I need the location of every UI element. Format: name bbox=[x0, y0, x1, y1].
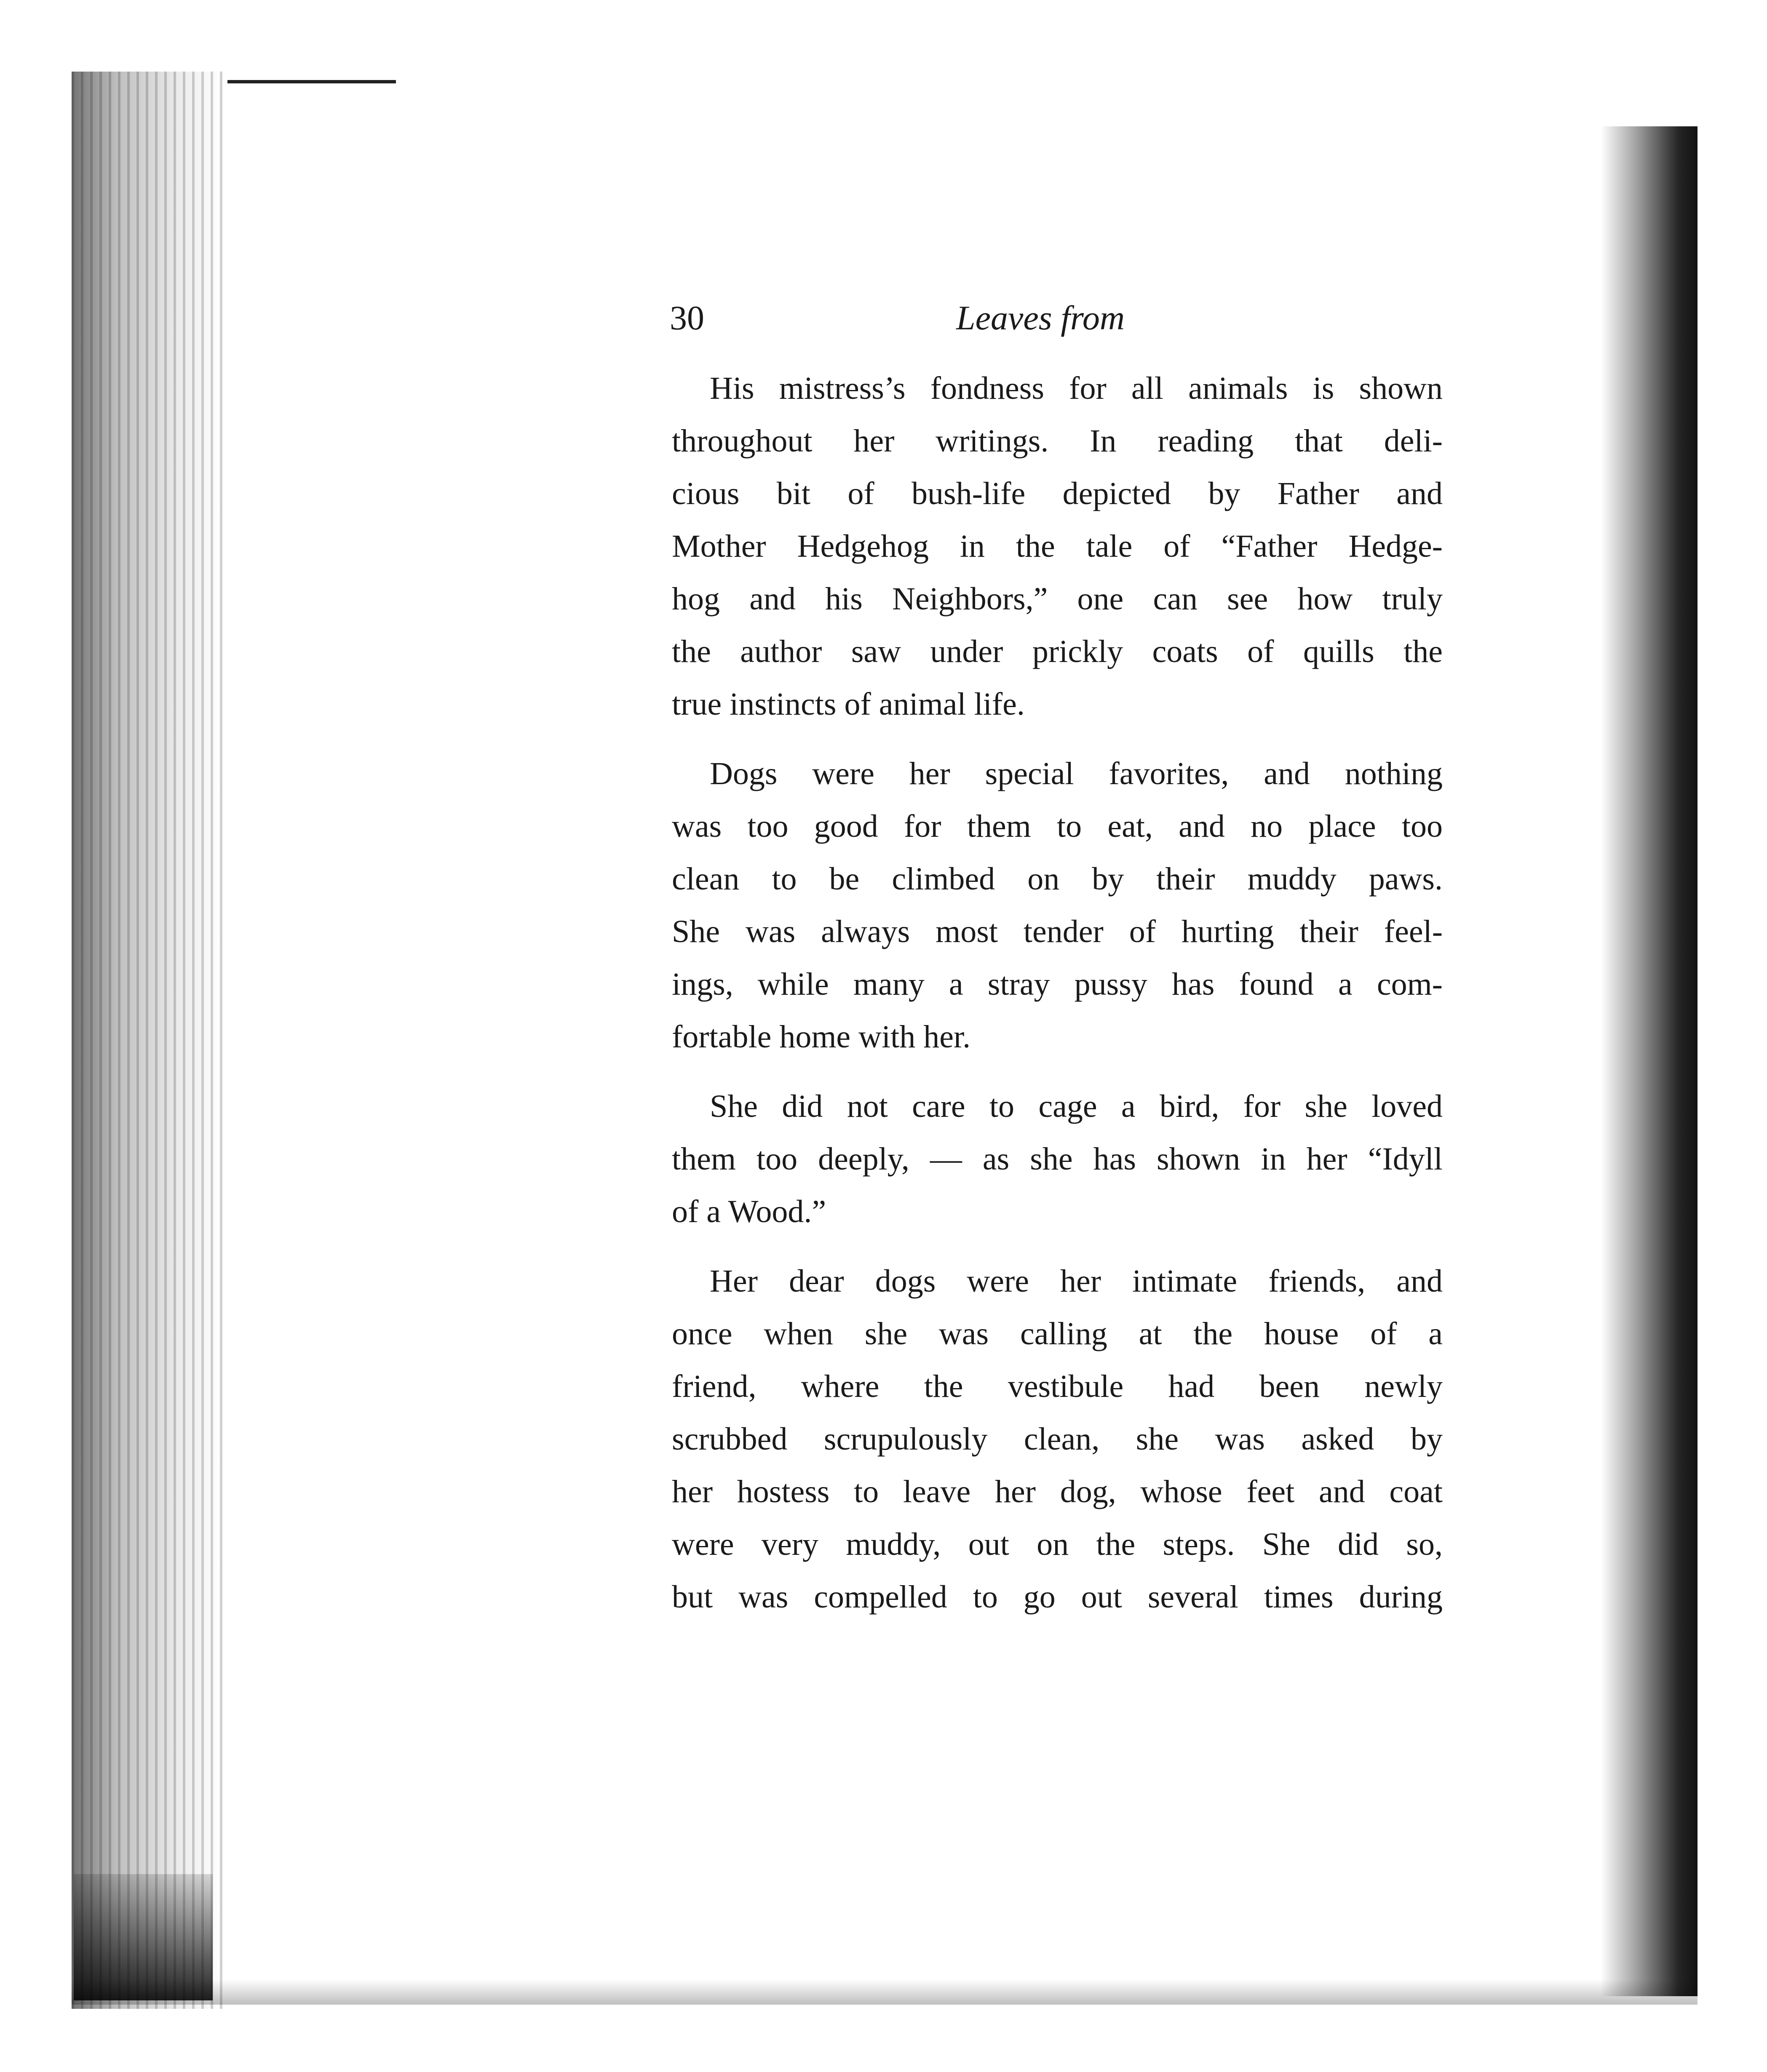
page-number: 30 bbox=[670, 299, 704, 337]
text-line: them too deeply, — as she has shown in her “Idyll bbox=[672, 1141, 1443, 1177]
paragraph bbox=[672, 362, 1443, 731]
text-line: ings, while many a stray pussy has found a com- bbox=[672, 967, 1443, 1002]
bottom-page-shadow bbox=[72, 1979, 1697, 2005]
text-line: scrubbed scrupulously clean, she was asked by bbox=[672, 1421, 1443, 1457]
text-line: once when she was calling at the house of a bbox=[672, 1316, 1443, 1351]
paragraph bbox=[672, 1255, 1443, 1623]
text-line: were very muddy, out on the steps. She did so, bbox=[672, 1527, 1443, 1562]
text-line: but was compelled to go out several times during bbox=[672, 1579, 1443, 1615]
text-line: clean to be climbed on by their muddy paws. bbox=[672, 861, 1443, 897]
text-line: She was always most tender of hurting their feel- bbox=[672, 914, 1443, 949]
text-line: her hostess to leave her dog, whose feet and coat bbox=[672, 1474, 1443, 1509]
page-edge-shadow bbox=[1601, 126, 1697, 1996]
text-line: Mother Hedgehog in the tale of “Father Hedge- bbox=[672, 529, 1443, 564]
running-head: Leaves from bbox=[956, 299, 1125, 337]
text-line: friend, where the vestibule had been newly bbox=[672, 1369, 1443, 1404]
text-line: His mistress’s fondness for all animals is shown bbox=[710, 371, 1443, 406]
text-line: throughout her writings. In reading that deli- bbox=[672, 423, 1443, 459]
text-line: hog and his Neighbors,” one can see how truly bbox=[672, 581, 1443, 617]
paragraph bbox=[672, 1080, 1443, 1238]
text-line: was too good for them to eat, and no place too bbox=[672, 809, 1443, 844]
text-line: true instincts of animal life. bbox=[672, 686, 1025, 722]
text-line: She did not care to cage a bird, for she loved bbox=[710, 1089, 1443, 1124]
text-line: fortable home with her. bbox=[672, 1019, 971, 1055]
text-line: Her dear dogs were her intimate friends, and bbox=[710, 1263, 1443, 1299]
body-text bbox=[672, 362, 1443, 1640]
text-line: of a Wood.” bbox=[672, 1194, 826, 1229]
paragraph bbox=[672, 748, 1443, 1063]
text-line: cious bit of bush-life depicted by Father and bbox=[672, 476, 1443, 511]
book-binding-edge bbox=[72, 72, 223, 2009]
scan-artifact-rule bbox=[227, 80, 396, 83]
text-line: Dogs were her special favorites, and nothing bbox=[710, 756, 1443, 791]
text-line: the author saw under prickly coats of quills the bbox=[672, 634, 1443, 669]
